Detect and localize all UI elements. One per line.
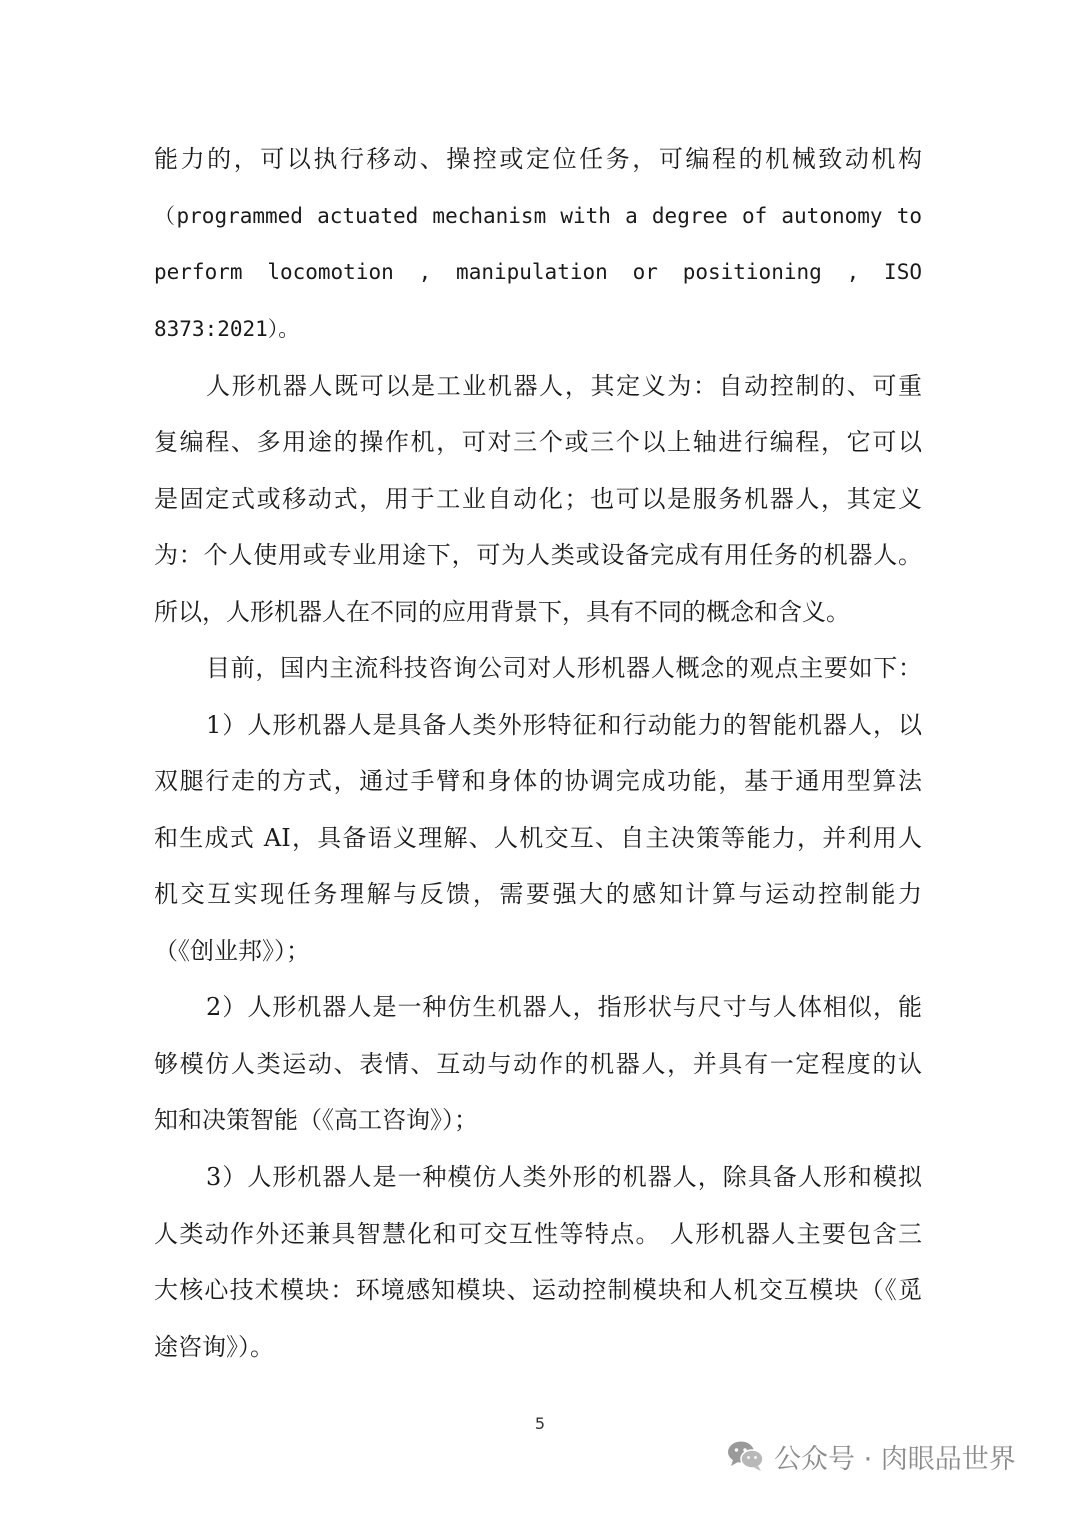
page-number: 5 — [534, 1414, 546, 1433]
paragraph-line: 目前，国内主流科技咨询公司对人形机器人概念的观点主要如下： — [206, 654, 922, 682]
paragraph-line: 8373:2021）。 — [154, 317, 300, 341]
paragraph-line: 人形机器人既可以是工业机器人，其定义为：自动控制的、可重 — [206, 372, 922, 400]
paragraph-line: 是固定式或移动式，用于工业自动化；也可以是服务机器人，其定义 — [154, 485, 922, 513]
watermark — [726, 1434, 1016, 1478]
paragraph-line: 复编程、多用途的操作机，可对三个或三个以上轴进行编程，它可以 — [154, 428, 922, 456]
paragraph-line: 和生成式 AI，具备语义理解、人机交互、自主决策等能力，并利用人 — [154, 824, 922, 852]
paragraph-line: 够模仿人类运动、表情、互动与动作的机器人，并具有一定程度的认 — [154, 1050, 922, 1078]
paragraph-line: 双腿行走的方式，通过手臂和身体的协调完成功能，基于通用型算法 — [154, 767, 922, 795]
paragraph-line: 途咨询》）。 — [154, 1333, 274, 1361]
paragraph-line: （programmed actuated mechanism with a degree of autonomy to — [154, 204, 922, 228]
paragraph-line: （《创业邦》）； — [154, 937, 310, 965]
paragraph-line: perform locomotion , manipulation or positioning , ISO — [154, 260, 922, 284]
paragraph-line: 2）人形机器人是一种仿生机器人，指形状与尺寸与人体相似，能 — [206, 993, 922, 1021]
paragraph-line: 人类动作外还兼具智慧化和可交互性等特点。 人形机器人主要包含三 — [154, 1220, 922, 1248]
paragraph-line: 为：个人使用或专业用途下，可为人类或设备完成有用任务的机器人。 — [154, 541, 922, 569]
paragraph-line: 大核心技术模块：环境感知模块、运动控制模块和人机交互模块（《觅 — [154, 1276, 922, 1304]
paragraph-line: 所以，人形机器人在不同的应用背景下，具有不同的概念和含义。 — [154, 598, 850, 626]
watermark-text: 公众号 · 肉眼品世界 — [774, 1443, 1016, 1475]
paragraph-line: 能力的，可以执行移动、操控或定位任务，可编程的机械致动机构 — [154, 145, 922, 173]
wechat-icon — [726, 1438, 766, 1474]
paragraph-line: 机交互实现任务理解与反馈，需要强大的感知计算与运动控制能力 — [154, 880, 922, 908]
paragraph-line: 知和决策智能（《高工咨询》）； — [154, 1106, 478, 1134]
paragraph-line: 3）人形机器人是一种模仿人类外形的机器人，除具备人形和模拟 — [206, 1163, 922, 1191]
paragraph-line: 1）人形机器人是具备人类外形特征和行动能力的智能机器人，以 — [206, 711, 922, 739]
